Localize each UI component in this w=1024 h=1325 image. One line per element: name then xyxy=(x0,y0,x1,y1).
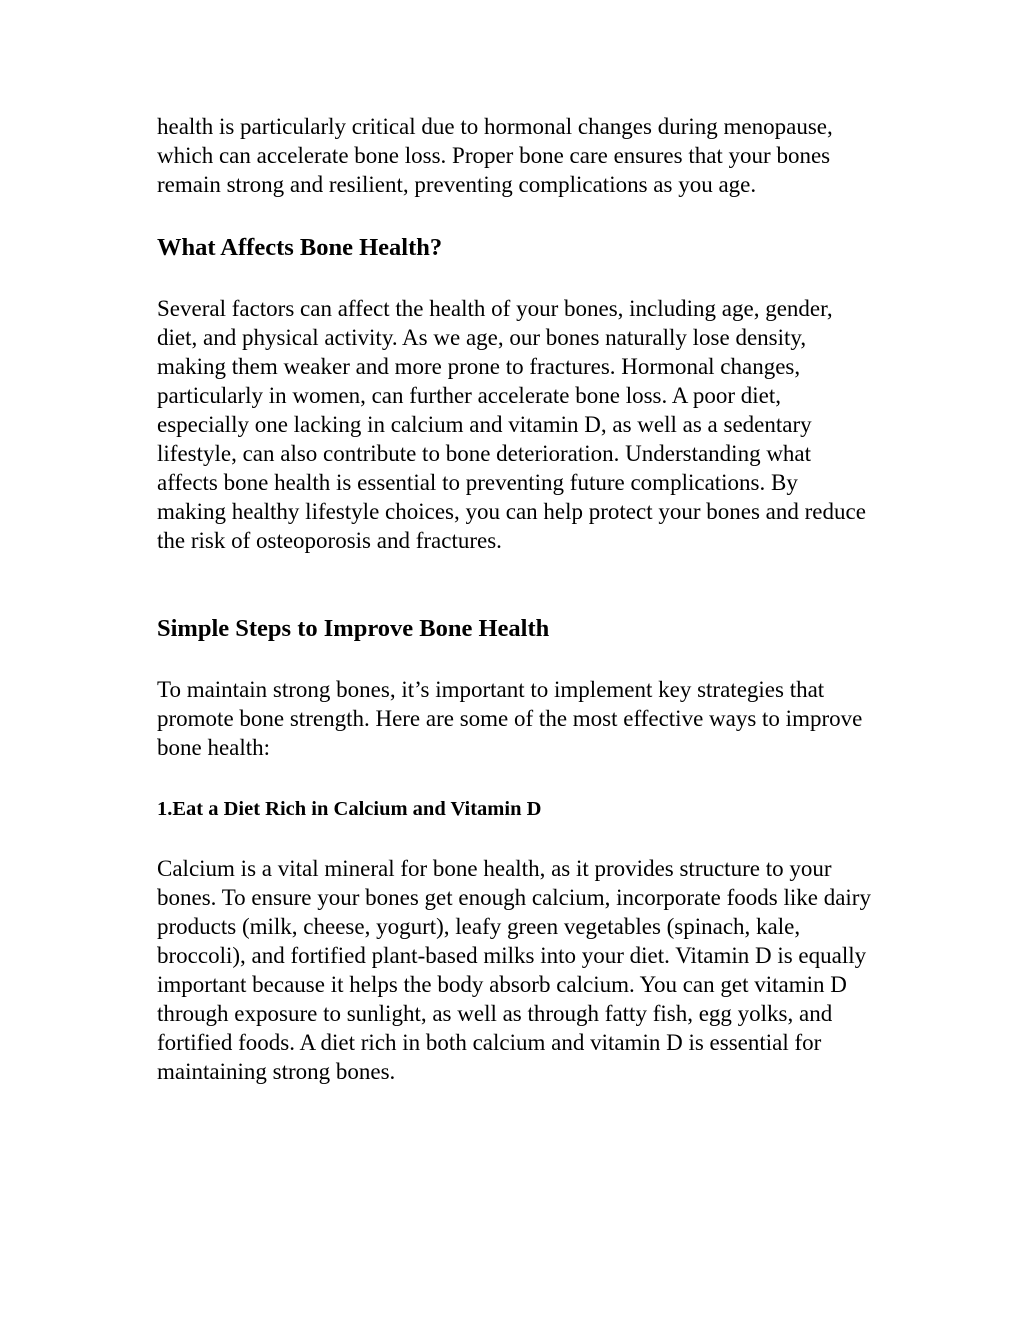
section-paragraph-simple-steps: To maintain strong bones, it’s important to implement key strategies that promote bone strength. Here are some of the most effective ways to improve bone health: xyxy=(157,677,863,760)
section-paragraph-what-affects: Several factors can affect the health of your bones, including age, gender, diet, and physical activity. As we age, our bones naturally lose density, making them weaker and more prone to fractures. Hormonal changes, particularly in women, can further accelerate bone loss. A poor diet, especially one lacking in calcium and vitamin D, as well as a sedentary lifestyle, can also contribute to bone deterioration. Understanding what affects bone health is essential to preventing future complications. By making healthy lifestyle choices, you can help protect your bones and reduce the risk of osteoporosis and fractures. xyxy=(157,296,866,553)
section-heading-what-affects: What Affects Bone Health? xyxy=(157,234,443,261)
document-page xyxy=(157,112,872,1086)
step-1-paragraph: Calcium is a vital mineral for bone health, as it provides structure to your bones. To ensure your bones get enough calcium, incorporate foods like dairy products (milk, cheese, yogurt), leafy green vegetables (spinach, kale, broccoli), and fortified plant-based milks into your diet. Vitamin D is equally important because it helps the body absorb calcium. You can get vitamin D through exposure to sunlight, as well as through fatty fish, egg yolks, and fortified foods. A diet rich in both calcium and vitamin D is essential for maintaining strong bones. xyxy=(157,856,871,1084)
intro-paragraph: health is particularly critical due to hormonal changes during menopause, which can accelerate bone loss. Proper bone care ensures that your bones remain strong and resilient, preventing complications as you age. xyxy=(157,114,833,197)
subheading-step-1: 1.Eat a Diet Rich in Calcium and Vitamin D xyxy=(157,798,542,820)
section-heading-simple-steps: Simple Steps to Improve Bone Health xyxy=(157,615,550,642)
